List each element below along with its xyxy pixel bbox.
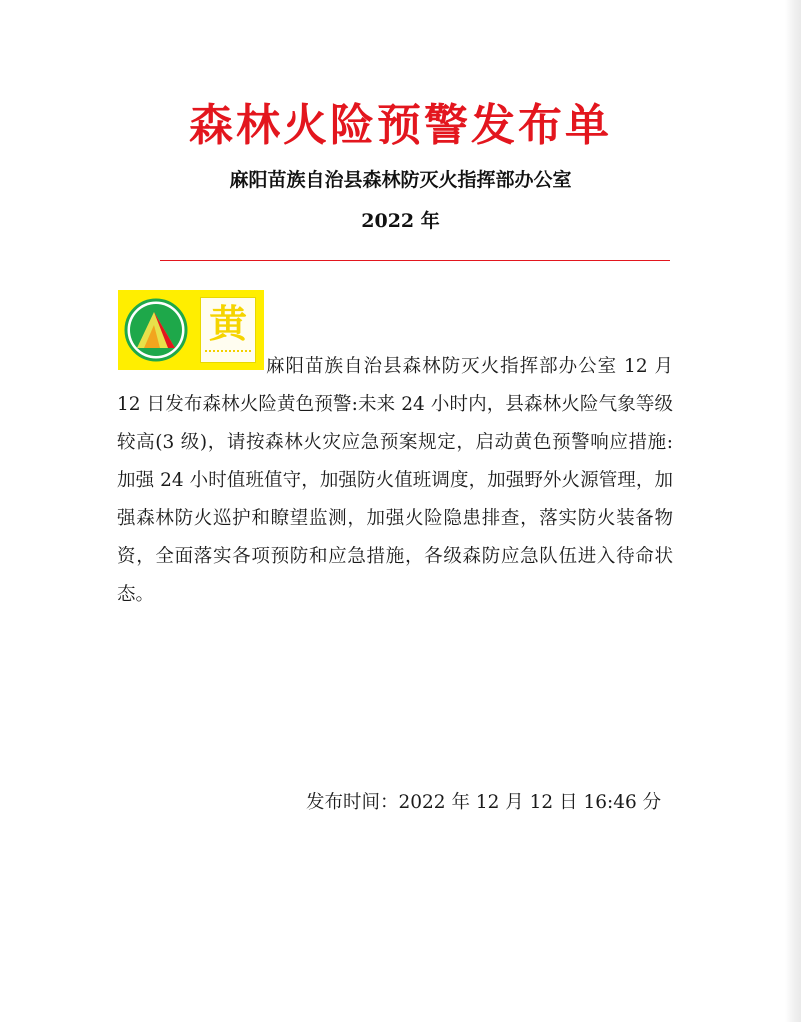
- badge-indent: [117, 362, 265, 372]
- document-year: 2022 年: [361, 210, 440, 232]
- warning-body-text: 麻阳苗族自治县森林防灭火指挥部办公室 12 月 12 日发布森林火险黄色预警:未来 24 小时内，县森林火险气象等级较高(3 级)，请按森林火灾应急预案规定，启动黄色预警响应措施:加强 24 小时值班值守，加强防火值班调度，加强野外火源管理，加强森林防火巡护和瞭望监测，加强火险隐患排查，落实防火装备物资，全面落实各项预防和应急措施，各级森防应急队伍进入待命状态。: [117, 356, 673, 605]
- title-divider: [160, 260, 670, 261]
- page-title: 森林火险预警发布单: [189, 100, 612, 151]
- issuer-name: 麻阳苗族自治县森林防灭火指挥部办公室: [229, 169, 572, 191]
- warning-body: [117, 348, 673, 614]
- warning-level-char: 黄: [208, 302, 247, 346]
- page-right-shadow: [785, 0, 801, 1022]
- release-time: 发布时间：2022 年 12 月 12 日 16:46 分: [306, 792, 662, 813]
